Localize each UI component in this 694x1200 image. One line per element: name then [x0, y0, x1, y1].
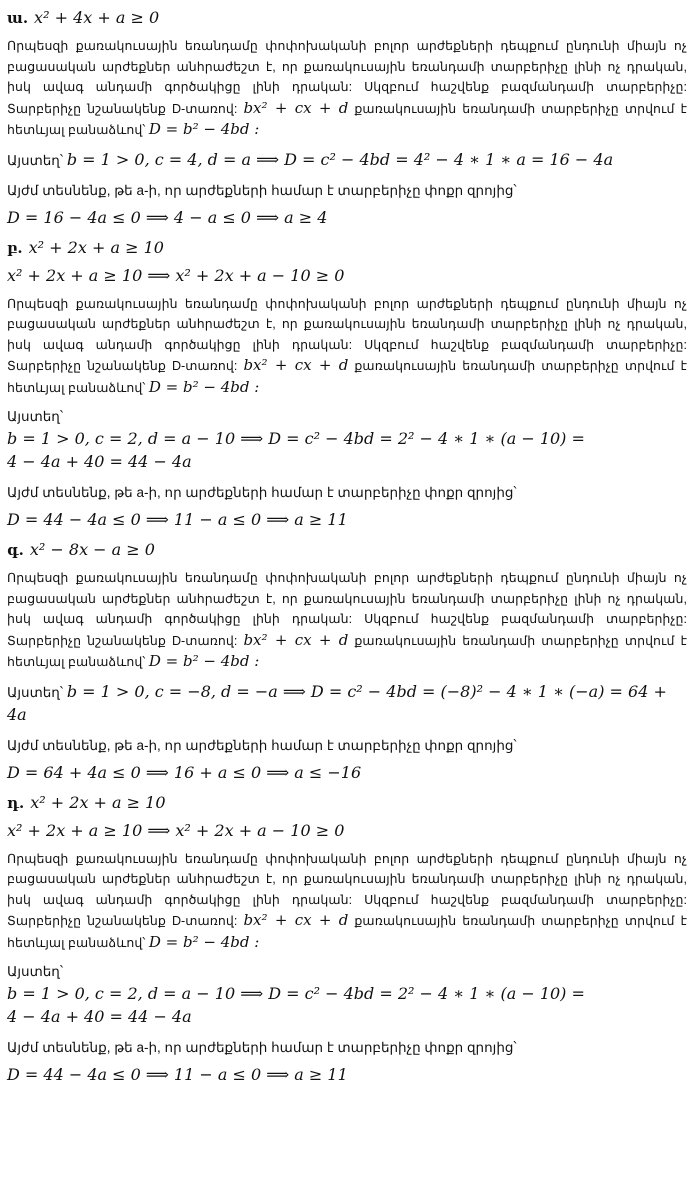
section-c	[7, 540, 687, 785]
paragraph-text: Որպեսզի քառակուսային եռանդամը փոփոխականի բոլոր արժեքների դեպքում ընդունի միայն ոչ բացասական արժեքներ անհրաժեշտ է, որ քառակուսային եռանդամի տարբերիչը լինի ոչ դրական, իսկ ավագ անդամի գործակիցը լինի դրական: Սկզբում հաշվենք բազմանդամի տարբերիչը: Տարբերիչը նշանակենք D-տառով:	[7, 39, 687, 116]
paragraph-text: Որպեսզի քառակուսային եռանդամը փոփոխականի բոլոր արժեքների դեպքում ընդունի միայն ոչ բացասական արժեքներ անհրաժեշտ է, որ քառակուսային եռանդամի տարբերիչը լինի ոչ դրական, իսկ ավագ անդամի գործակիցը լինի դրական: Սկզբում հաշվենք բազմանդամի տարբերիչը: Տարբերիչը նշանակենք D-տառով:	[7, 571, 687, 648]
solution-document	[7, 0, 687, 1087]
here-label: Այստեղ՝	[7, 684, 64, 700]
discriminant-formula: D = b² − 4bd :	[148, 120, 260, 138]
section-label: դ.	[7, 793, 25, 812]
transform-line	[7, 821, 687, 843]
section-inequality: x² − 8x − a ≥ 0	[29, 540, 155, 559]
paragraph-text: Որպեսզի քառակուսային եռանդամը փոփոխականի բոլոր արժեքների դեպքում ընդունի միայն ոչ բացասական արժեքներ անհրաժեշտ է, որ քառակուսային եռանդամի տարբերիչը լինի ոչ դրական, իսկ ավագ անդամի գործակիցը լինի դրական: Սկզբում հաշվենք բազմանդամի տարբերիչը: Տարբերիչը նշանակենք D-տառով:	[7, 296, 687, 373]
section-label: բ.	[7, 238, 23, 257]
paragraph-tail: քառակուսային եռանդամի տարբերիչը տրվում է հետևյալ բանաձևով՝	[7, 101, 688, 137]
general-formula: bx² + cx + d	[243, 356, 349, 374]
result-line	[7, 208, 687, 230]
section-header	[7, 238, 687, 260]
here-formula-continued: 4 − 4a + 40 = 44 − 4a	[7, 452, 192, 471]
here-formula-continued: 4a	[7, 704, 27, 724]
here-block	[7, 149, 687, 172]
transform-formula: x² + 2x + a ≥ 10 ⟹ x² + 2x + a − 10 ≥ 0	[7, 820, 345, 840]
section-header	[7, 540, 687, 562]
section-inequality: x² + 4x + a ≥ 0	[34, 8, 160, 27]
here-formula: b = 1 > 0, c = −8, d = −a ⟹ D = c² − 4bd = (−8)² − 4 ∗ 1 ∗ (−a) = 64 +	[66, 681, 667, 701]
result-line	[7, 1065, 687, 1087]
section-a	[7, 8, 687, 230]
result-line	[7, 763, 687, 785]
section-d	[7, 793, 687, 1088]
result-formula: D = 44 − 4a ≤ 0 ⟹ 11 − a ≤ 0 ⟹ a ≥ 11	[7, 510, 348, 529]
result-formula: D = 16 − 4a ≤ 0 ⟹ 4 − a ≤ 0 ⟹ a ≥ 4	[7, 207, 328, 227]
section-inequality: x² + 2x + a ≥ 10	[30, 792, 166, 812]
section-inequality: x² + 2x + a ≥ 10	[28, 237, 164, 257]
here-block	[7, 961, 687, 1029]
here-block	[7, 681, 687, 727]
here-block	[7, 406, 687, 474]
general-formula: bx² + cx + d	[243, 911, 349, 929]
paragraph-tail: քառակուսային եռանդամի տարբերիչը տրվում է հետևյալ բանաձևով՝	[7, 359, 688, 395]
discriminant-formula: D = b² − 4bd :	[148, 377, 260, 396]
transform-formula: x² + 2x + a ≥ 10 ⟹ x² + 2x + a − 10 ≥ 0	[7, 265, 345, 285]
transform-line	[7, 266, 687, 288]
here-formula: b = 1 > 0, c = 4, d = a ⟹ D = c² − 4bd = 4² − 4 ∗ 1 ∗ a = 16 − 4a	[66, 149, 614, 169]
section-label: գ.	[7, 541, 24, 559]
here-formula-continued: 4 − 4a + 40 = 44 − 4a	[7, 1007, 192, 1026]
result-formula: D = 64 + 4a ≤ 0 ⟹ 16 + a ≤ 0 ⟹ a ≤ −16	[7, 762, 362, 782]
section-header	[7, 793, 687, 815]
discriminant-formula: D = b² − 4bd :	[148, 652, 260, 670]
here-label: Այստեղ՝	[7, 409, 64, 424]
here-label: Այստեղ՝	[7, 152, 64, 168]
now-text: Այժմ տեսնենք, թե a-ի, որ արժեքների համար է տարբերիչը փոքր զրոյից՝	[7, 1040, 517, 1055]
result-line	[7, 510, 687, 532]
discriminant-formula: D = b² − 4bd :	[148, 932, 260, 951]
paragraph-tail: քառակուսային եռանդամի տարբերիչը տրվում է հետևյալ բանաձևով՝	[7, 633, 688, 669]
here-label: Այստեղ՝	[7, 964, 64, 979]
here-formula: b = 1 > 0, c = 2, d = a − 10 ⟹ D = c² − 4bd = 2² − 4 ∗ 1 ∗ (a − 10) =	[7, 429, 585, 448]
general-formula: bx² + cx + d	[243, 630, 349, 649]
now-text: Այժմ տեսնենք, թե a-ի, որ արժեքների համար է տարբերիչը փոքր զրոյից՝	[7, 737, 517, 753]
explanation-paragraph	[7, 568, 687, 673]
explanation-paragraph	[7, 849, 687, 954]
here-formula: b = 1 > 0, c = 2, d = a − 10 ⟹ D = c² − 4bd = 2² − 4 ∗ 1 ∗ (a − 10) =	[7, 984, 585, 1003]
result-formula: D = 44 − 4a ≤ 0 ⟹ 11 − a ≤ 0 ⟹ a ≥ 11	[7, 1065, 348, 1084]
now-text: Այժմ տեսնենք, թե a-ի, որ արժեքների համար է տարբերիչը փոքր զրոյից՝	[7, 182, 517, 198]
explanation-paragraph	[7, 294, 687, 399]
section-header	[7, 8, 687, 30]
now-text: Այժմ տեսնենք, թե a-ի, որ արժեքների համար է տարբերիչը փոքր զրոյից՝	[7, 485, 517, 500]
paragraph-tail: քառակուսային եռանդամի տարբերիչը տրվում է հետևյալ բանաձևով՝	[7, 914, 688, 950]
general-formula: bx² + cx + d	[243, 98, 349, 117]
paragraph-text: Որպեսզի քառակուսային եռանդամը փոփոխականի բոլոր արժեքների դեպքում ընդունի միայն ոչ բացասական արժեքներ անհրաժեշտ է, որ քառակուսային եռանդամի տարբերիչը լինի ոչ դրական, իսկ ավագ անդամի գործակիցը լինի դրական: Սկզբում հաշվենք բազմանդամի տարբերիչը: Տարբերիչը նշանակենք D-տառով:	[7, 851, 687, 928]
section-label: ա.	[7, 9, 29, 27]
section-b	[7, 238, 687, 533]
explanation-paragraph	[7, 36, 687, 141]
